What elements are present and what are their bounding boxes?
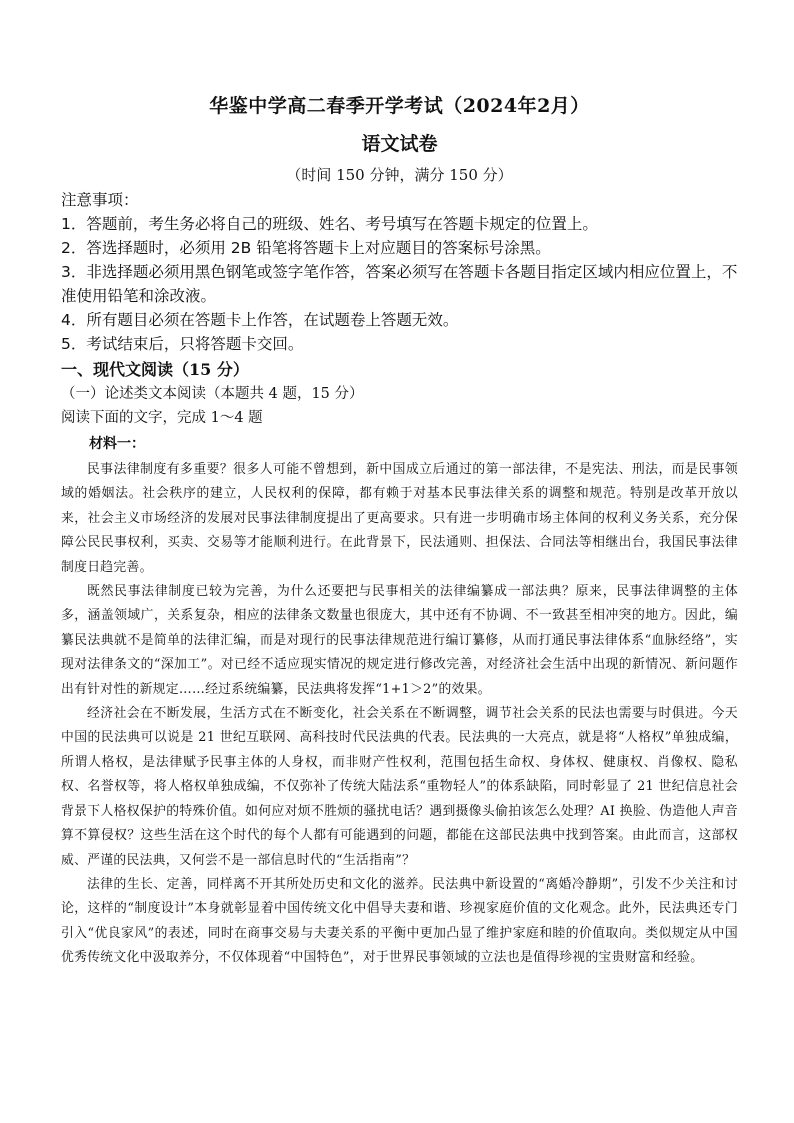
time-and-score-info: （时间 150 分钟，满分 150 分） [286, 166, 513, 184]
notice-item: 3．非选择题必须用黑色钢笔或签字笔作答，答案必须写在答题卡各题目指定区域内相应位置上，不准使用铅笔和涂改液。 [61, 263, 738, 305]
passage-paragraph: 既然民事法律制度已较为完善，为什么还要把与民事相关的法律编纂成一部法典？原来，民事法律调整的主体多，涵盖领域广，关系复杂，相应的法律条文数量也很庞大，其中还有不协调、不一致甚至相冲突的地方。因此，编纂民法典就不是简单的法律汇编，而是对现行的民事法律规范进行编订纂修，从而打通民事法律体系“血脉经络”，实现对法律条文的“深加工”。对已经不适应现实情况的规定进行修改完善，对经济社会生活中出现的新情况、新问题作出有针对性的新规定……经过系统编纂，民法典将发挥“1+1＞2”的效果。 [61, 584, 738, 697]
notice-item: 2．答选择题时，必须用 2B 铅笔将答题卡上对应题目的答案标号涂黑。 [61, 239, 551, 257]
notice-heading: 注意事项： [61, 191, 139, 209]
passage-paragraph: 民事法律制度有多重要？很多人可能不曾想到，新中国成立后通过的第一部法律，不是宪法、刑法，而是民事领域的婚姻法。社会秩序的建立，人民权利的保障，都有赖于对基本民事法律关系的调整和规范。特别是改革开放以来，社会主义市场经济的发展对民事法律制度提出了更高要求。只有进一步明确市场主体间的权利义务关系，充分保障公民民事权利，买卖、交易等才能顺利进行。在此背景下，民法通则、担保法、合同法等相继出台，我国民事法律制度日趋完善。 [61, 462, 738, 575]
reading-instruction: 阅读下面的文字，完成 1～4 题 [61, 410, 263, 426]
exam-title: 华鉴中学高二春季开学考试（2024年2月） [209, 95, 590, 117]
part-title: （一）论述类文本阅读（本题共 4 题，15 分） [61, 386, 364, 402]
passage-paragraph: 法律的生长、定善，同样离不开其所处历史和文化的滋养。民法典中新设置的“离婚冷静期”，引发不少关注和讨论，这样的“制度设计”本身就彰显着中国传统文化中倡导夫妻和谐、珍视家庭价值的文化观念。此外，民法典还专门引入“优良家风”的表述，同时在商事交易与夫妻关系的平衡中更加凸显了维护家庭和睦的价值取向。类似规定从中国优秀传统文化中汲取养分，不仅体现着“中国特色”，对于世界民事领域的立法也是值得珍视的宝贵财富和经验。 [61, 876, 738, 966]
notice-item: 4．所有题目必须在答题卡上作答，在试题卷上答题无效。 [61, 311, 459, 329]
section-title: 一、现代文阅读（15 分） [61, 360, 249, 379]
exam-subject-title: 语文试卷 [361, 133, 438, 155]
material-label: 材料一： [89, 436, 145, 452]
notice-item: 1．答题前，考生务必将自己的班级、姓名、考号填写在答题卡规定的位置上。 [61, 215, 598, 233]
passage-paragraph: 经济社会在不断发展，生活方式在不断变化，社会关系在不断调整，调节社会关系的民法也需要与时俱进。今天中国的民法典可以说是 21 世纪互联网、高科技时代民法典的代表。民法典的一大亮点，就是将“人格权”单独成编，所谓人格权，是法律赋予民事主体的人身权，而非财产性权利，范围包括生命权、身体权、健康权、肖像权、隐私权、名誉权等，将人格权单独成编，不仅弥补了传统大陆法系“重物轻人”的体系缺陷，同时彰显了 21 世纪信息社会背景下人格权保护的特殊价值。如何应对烦不胜烦的骚扰电话？遇到摄像头偷拍该怎么处理？AI 换脸、伪造他人声音算不算侵权？这些生活在这个时代的每个人都有可能遇到的问题，都能在这部民法典中找到答案。由此而言，这部权威、严谨的民法典，又何尝不是一部信息时代的“生活指南”？ [61, 706, 738, 868]
notice-item: 5．考试结束后，只将答题卡交回。 [61, 335, 304, 353]
